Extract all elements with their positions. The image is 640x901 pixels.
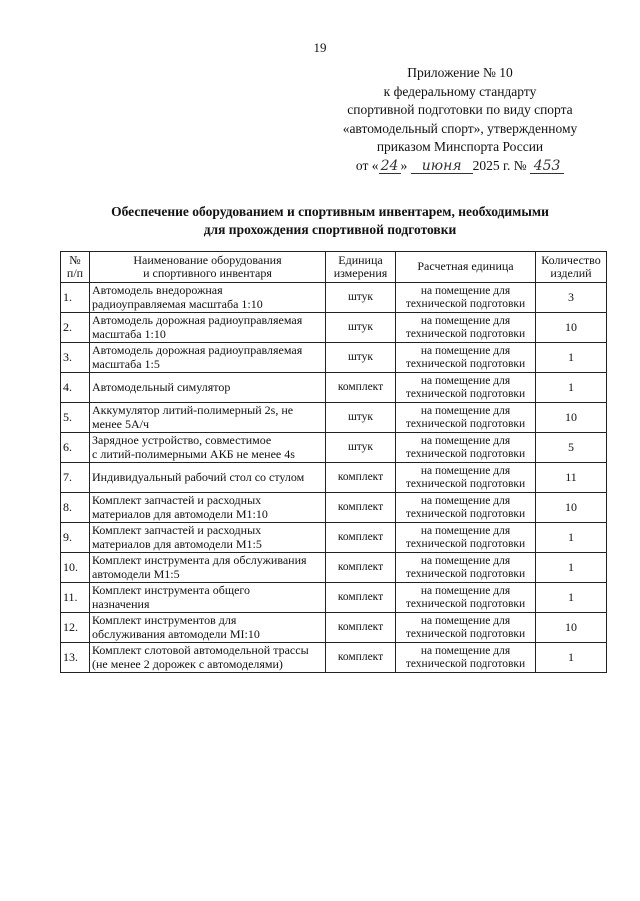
calc-line-2: технической подготовки — [405, 477, 526, 490]
cell-unit: комплект — [326, 643, 396, 673]
table-row — [61, 523, 607, 553]
cell-name — [90, 283, 326, 313]
cell-qty: 3 — [536, 283, 607, 313]
name-line-1: Комплект запчастей и расходных — [92, 523, 262, 537]
calc-line-1: на помещение для — [420, 464, 511, 477]
appendix-line: «автомодельный спорт», утвержденному — [342, 120, 578, 136]
name-line-2: масштаба 1:10 — [92, 326, 166, 341]
cell-qty: 10 — [536, 403, 607, 433]
cell-qty: 1 — [536, 343, 607, 373]
cell-name — [90, 343, 326, 373]
cell-qty: 1 — [536, 523, 607, 553]
calc-line-1: на помещение для — [420, 344, 511, 357]
cell-qty: 1 — [536, 643, 607, 673]
cell-calc — [396, 523, 536, 553]
cell-name — [90, 463, 326, 493]
name-line-2: масштаба 1:5 — [92, 356, 160, 371]
calc-line-1: на помещение для — [420, 584, 511, 597]
cell-qty: 5 — [536, 433, 607, 463]
table-row — [61, 583, 607, 613]
cell-name — [90, 493, 326, 523]
calc-line-1: на помещение для — [420, 644, 511, 657]
calc-line-2: технической подготовки — [405, 507, 526, 520]
order-date-line — [300, 157, 620, 176]
title-line-1: Обеспечение оборудованием и спортивным инвентарем, необходимыми — [111, 204, 549, 219]
cell-unit: комплект — [326, 553, 396, 583]
calc-line-2: технической подготовки — [405, 447, 526, 460]
appendix-line: спортивной подготовки по виду спорта — [347, 102, 573, 117]
name-line-1: Автомодель дорожная радиоуправляемая — [92, 313, 303, 327]
calc-line-1: на помещение для — [420, 494, 511, 507]
cell-calc — [396, 283, 536, 313]
table-row — [61, 373, 607, 403]
header-qty: Количество изделий — [536, 252, 607, 283]
cell-num: 2. — [61, 313, 90, 343]
name-line-1: Аккумулятор литий-полимерный 2s, не — [92, 403, 294, 417]
table-row — [61, 313, 607, 343]
cell-num: 13. — [61, 643, 90, 673]
cell-num: 8. — [61, 493, 90, 523]
cell-name — [90, 523, 326, 553]
name-line-2: материалов для автомодели M1:10 — [92, 506, 268, 521]
cell-num: 1. — [61, 283, 90, 313]
calc-line-1: на помещение для — [420, 614, 511, 627]
cell-calc — [396, 463, 536, 493]
cell-unit: комплект — [326, 463, 396, 493]
name-line-2: обслуживания автомодели MI:10 — [92, 626, 260, 641]
name-line-1: Зарядное устройство, совместимое — [92, 433, 272, 447]
calc-line-2: технической подготовки — [405, 327, 526, 340]
date-year: 2025 г. № — [472, 157, 531, 173]
calc-line-1: на помещение для — [420, 284, 511, 297]
cell-unit: комплект — [326, 583, 396, 613]
calc-line-1: на помещение для — [420, 434, 511, 447]
table-row — [61, 343, 607, 373]
table-row — [61, 643, 607, 673]
cell-qty: 10 — [536, 613, 607, 643]
cell-calc — [396, 493, 536, 523]
cell-name — [90, 313, 326, 343]
cell-num: 9. — [61, 523, 90, 553]
appendix-header — [300, 64, 620, 175]
cell-num: 7. — [61, 463, 90, 493]
name-line-1: Автомодельный симулятор — [92, 379, 231, 394]
calc-line-1: на помещение для — [420, 404, 511, 417]
cell-unit: штук — [326, 343, 396, 373]
calc-line-2: технической подготовки — [405, 627, 526, 640]
name-line-2: радиоуправляемая масштаба 1:10 — [92, 296, 263, 311]
cell-qty: 1 — [536, 553, 607, 583]
page-number: 19 — [313, 40, 327, 55]
name-line-2: (не менее 2 дорожек с автомоделями) — [92, 656, 283, 671]
calc-line-1: на помещение для — [420, 314, 511, 327]
cell-name — [90, 553, 326, 583]
name-line-1: Комплект запчастей и расходных — [92, 493, 262, 507]
cell-name — [90, 433, 326, 463]
date-mid: » — [400, 157, 411, 173]
cell-unit: штук — [326, 313, 396, 343]
cell-qty: 11 — [536, 463, 607, 493]
cell-name — [90, 613, 326, 643]
name-line-2: с литий-полимерными АКБ не менее 4s — [92, 446, 295, 461]
cell-calc — [396, 553, 536, 583]
cell-qty: 10 — [536, 313, 607, 343]
cell-qty: 1 — [536, 373, 607, 403]
header-num: № п/п — [61, 252, 90, 283]
calc-line-1: на помещение для — [420, 554, 511, 567]
cell-num: 3. — [61, 343, 90, 373]
cell-unit: комплект — [326, 613, 396, 643]
inventory-table — [60, 251, 607, 673]
document-title — [40, 203, 620, 239]
cell-num: 10. — [61, 553, 90, 583]
cell-unit: штук — [326, 283, 396, 313]
name-line-2: автомодели M1:5 — [92, 566, 180, 581]
cell-qty: 1 — [536, 583, 607, 613]
cell-name — [90, 373, 326, 403]
header-unit: Единица измерения — [326, 252, 396, 283]
cell-calc — [396, 343, 536, 373]
table-row — [61, 493, 607, 523]
table-header-row — [61, 252, 607, 283]
calc-line-2: технической подготовки — [405, 417, 526, 430]
name-line-1: Комплект инструментов для — [92, 613, 237, 627]
cell-calc — [396, 643, 536, 673]
name-line-1: Автомодель внедорожная — [92, 283, 223, 297]
name-line-2: назначения — [92, 596, 150, 611]
name-line-2: менее 5А/ч — [92, 416, 150, 431]
name-line-1: Индивидуальный рабочий стол со стулом — [92, 469, 305, 484]
cell-name — [90, 643, 326, 673]
appendix-line: к федеральному стандарту — [383, 83, 537, 99]
handwritten-order-number: 453 — [530, 160, 564, 174]
calc-line-1: на помещение для — [420, 524, 511, 537]
cell-calc — [396, 583, 536, 613]
cell-calc — [396, 403, 536, 433]
cell-calc — [396, 433, 536, 463]
cell-num: 6. — [61, 433, 90, 463]
calc-line-2: технической подготовки — [405, 567, 526, 580]
cell-num: 12. — [61, 613, 90, 643]
calc-line-2: технической подготовки — [405, 357, 526, 370]
header-name: Наименование оборудования и спортивного инвентаря — [90, 252, 326, 283]
table-row — [61, 433, 607, 463]
table-row — [61, 283, 607, 313]
cell-unit: штук — [326, 403, 396, 433]
calc-line-2: технической подготовки — [405, 597, 526, 610]
cell-unit: штук — [326, 433, 396, 463]
cell-calc — [396, 613, 536, 643]
cell-num: 5. — [61, 403, 90, 433]
name-line-1: Комплект инструмента общего — [92, 583, 251, 597]
appendix-line: приказом Минспорта России — [376, 139, 544, 154]
cell-unit: комплект — [326, 373, 396, 403]
name-line-1: Комплект инструмента для обслуживания — [92, 553, 307, 567]
table-row — [61, 553, 607, 583]
calc-line-2: технической подготовки — [405, 657, 526, 670]
calc-line-2: технической подготовки — [405, 387, 526, 400]
calc-line-1: на помещение для — [420, 374, 511, 387]
cell-name — [90, 583, 326, 613]
cell-unit: комплект — [326, 523, 396, 553]
title-line-2: для прохождения спортивной подготовки — [203, 222, 457, 237]
date-prefix: от « — [355, 157, 379, 173]
name-line-2: материалов для автомодели M1:5 — [92, 536, 262, 551]
cell-name — [90, 403, 326, 433]
handwritten-day: 24 — [379, 160, 401, 174]
cell-qty: 10 — [536, 493, 607, 523]
calc-line-2: технической подготовки — [405, 297, 526, 310]
table-row — [61, 613, 607, 643]
cell-unit: комплект — [326, 493, 396, 523]
cell-calc — [396, 373, 536, 403]
calc-line-2: технической подготовки — [405, 537, 526, 550]
header-calc: Расчетная единица — [396, 252, 536, 283]
table-row — [61, 403, 607, 433]
name-line-1: Комплект слотовой автомодельной трассы — [92, 643, 309, 657]
handwritten-month: июня — [411, 160, 473, 174]
cell-num: 11. — [61, 583, 90, 613]
appendix-title: Приложение № 10 — [407, 65, 513, 80]
cell-num: 4. — [61, 373, 90, 403]
name-line-1: Автомодель дорожная радиоуправляемая — [92, 343, 303, 357]
table-row — [61, 463, 607, 493]
cell-calc — [396, 313, 536, 343]
